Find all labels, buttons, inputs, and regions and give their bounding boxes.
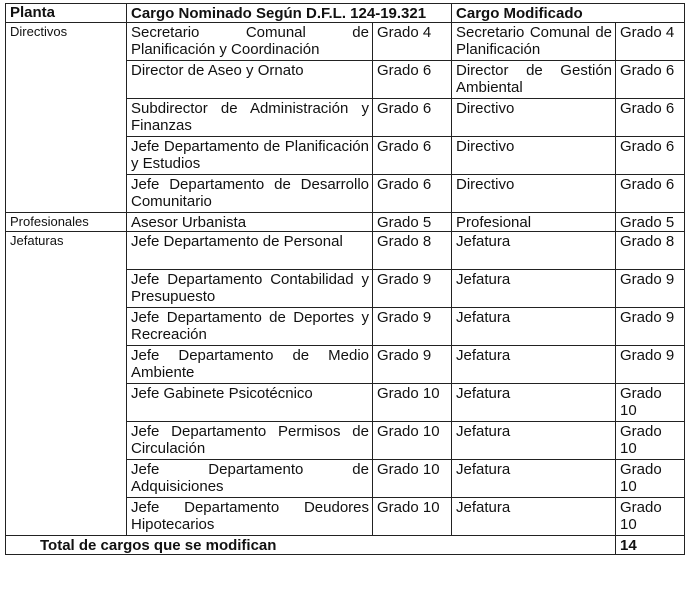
cargo-nominado-cell: Jefe Gabinete Psicotécnico: [127, 384, 373, 422]
grado-modificado-cell: Grado 6: [616, 61, 685, 99]
grado-nominado-cell: Grado 9: [373, 308, 452, 346]
cargo-modificado-cell: Jefatura: [452, 498, 616, 536]
grado-nominado-cell: Grado 6: [373, 99, 452, 137]
grado-modificado-cell: Grado 5: [616, 213, 685, 232]
cargos-table: [5, 3, 685, 555]
planta-cell: Profesionales: [6, 213, 127, 232]
cargo-modificado-cell: Directivo: [452, 137, 616, 175]
total-value: 14: [616, 536, 685, 555]
planta-cell: [6, 384, 127, 422]
cargo-nominado-cell: Jefe Departamento Permisos de Circulación: [127, 422, 373, 460]
planta-cell: [6, 346, 127, 384]
cargo-nominado-cell: Jefe Departamento de Desarrollo Comunitario: [127, 175, 373, 213]
table-row: [6, 23, 685, 61]
grado-nominado-cell: Grado 10: [373, 422, 452, 460]
header-cargo-modificado: Cargo Modificado: [452, 4, 685, 23]
grado-nominado-cell: Grado 4: [373, 23, 452, 61]
table-row: [6, 308, 685, 346]
cargo-nominado-cell: Asesor Urbanista: [127, 213, 373, 232]
cargo-modificado-cell: Jefatura: [452, 232, 616, 270]
planta-cell: [6, 308, 127, 346]
table-row: [6, 460, 685, 498]
cargo-modificado-cell: Directivo: [452, 99, 616, 137]
table-row: [6, 137, 685, 175]
cargo-nominado-cell: Subdirector de Administración y Finanzas: [127, 99, 373, 137]
grado-modificado-cell: Grado 9: [616, 270, 685, 308]
cargo-modificado-cell: Directivo: [452, 175, 616, 213]
cargo-modificado-cell: Jefatura: [452, 384, 616, 422]
cargo-modificado-cell: Jefatura: [452, 308, 616, 346]
total-row: [6, 536, 685, 555]
grado-modificado-cell: Grado 8: [616, 232, 685, 270]
cargo-modificado-cell: Jefatura: [452, 422, 616, 460]
cargo-nominado-cell: Jefe Departamento de Deportes y Recreación: [127, 308, 373, 346]
grado-nominado-cell: Grado 9: [373, 346, 452, 384]
grado-modificado-cell: Grado 10: [616, 460, 685, 498]
header-row: [6, 4, 685, 23]
planta-cell: [6, 460, 127, 498]
grado-modificado-cell: Grado 6: [616, 137, 685, 175]
grado-modificado-cell: Grado 4: [616, 23, 685, 61]
cargo-modificado-cell: Director de Gestión Ambiental: [452, 61, 616, 99]
total-label: Total de cargos que se modifican: [6, 536, 616, 555]
table-row: [6, 422, 685, 460]
planta-cell: Directivos: [6, 23, 127, 61]
planta-cell: [6, 270, 127, 308]
header-planta: Planta: [6, 4, 127, 23]
table-row: [6, 99, 685, 137]
cargo-nominado-cell: Jefe Departamento de Personal: [127, 232, 373, 270]
planta-cell: [6, 99, 127, 137]
table-row: [6, 175, 685, 213]
cargo-nominado-cell: Secretario Comunal de Planificación y Coordinación: [127, 23, 373, 61]
planta-cell: [6, 61, 127, 99]
cargo-modificado-cell: Profesional: [452, 213, 616, 232]
planta-cell: [6, 498, 127, 536]
cargo-modificado-cell: Jefatura: [452, 346, 616, 384]
cargo-nominado-cell: Jefe Departamento Deudores Hipotecarios: [127, 498, 373, 536]
grado-modificado-cell: Grado 10: [616, 422, 685, 460]
cargo-nominado-cell: Director de Aseo y Ornato: [127, 61, 373, 99]
planta-cell: [6, 175, 127, 213]
grado-modificado-cell: Grado 10: [616, 498, 685, 536]
planta-cell: [6, 137, 127, 175]
cargo-nominado-cell: Jefe Departamento de Adquisiciones: [127, 460, 373, 498]
cargo-modificado-cell: Jefatura: [452, 460, 616, 498]
grado-nominado-cell: Grado 5: [373, 213, 452, 232]
grado-modificado-cell: Grado 9: [616, 346, 685, 384]
grado-nominado-cell: Grado 9: [373, 270, 452, 308]
planta-cell: [6, 422, 127, 460]
grado-modificado-cell: Grado 6: [616, 99, 685, 137]
grado-modificado-cell: Grado 10: [616, 384, 685, 422]
table-row: [6, 232, 685, 270]
grado-modificado-cell: Grado 9: [616, 308, 685, 346]
grado-nominado-cell: Grado 8: [373, 232, 452, 270]
table-row: [6, 384, 685, 422]
grado-nominado-cell: Grado 10: [373, 498, 452, 536]
grado-nominado-cell: Grado 6: [373, 175, 452, 213]
table-row: [6, 61, 685, 99]
grado-modificado-cell: Grado 6: [616, 175, 685, 213]
table-row: [6, 270, 685, 308]
header-cargo-nominado: Cargo Nominado Según D.F.L. 124-19.321: [127, 4, 452, 23]
table-row: [6, 346, 685, 384]
cargo-nominado-cell: Jefe Departamento de Planificación y Estudios: [127, 137, 373, 175]
planta-cell: Jefaturas: [6, 232, 127, 270]
cargo-modificado-cell: Secretario Comunal de Planificación: [452, 23, 616, 61]
table-row: [6, 498, 685, 536]
table-row: [6, 213, 685, 232]
grado-nominado-cell: Grado 6: [373, 137, 452, 175]
grado-nominado-cell: Grado 10: [373, 384, 452, 422]
cargo-nominado-cell: Jefe Departamento Contabilidad y Presupuesto: [127, 270, 373, 308]
grado-nominado-cell: Grado 10: [373, 460, 452, 498]
cargo-nominado-cell: Jefe Departamento de Medio Ambiente: [127, 346, 373, 384]
cargo-modificado-cell: Jefatura: [452, 270, 616, 308]
grado-nominado-cell: Grado 6: [373, 61, 452, 99]
